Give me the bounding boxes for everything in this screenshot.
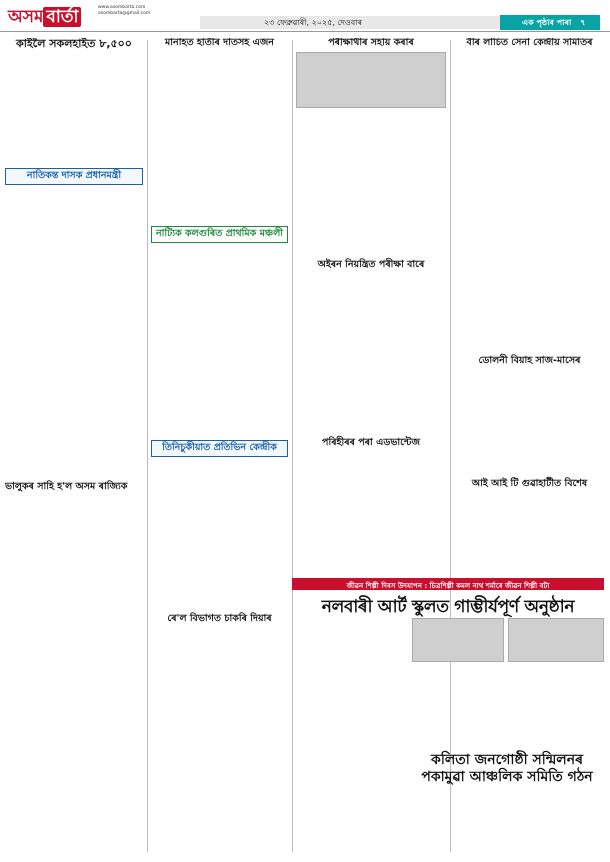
article [151, 614, 288, 853]
article [151, 226, 288, 436]
article [5, 482, 143, 853]
headline: ডোলনী বিয়াহ সাজ-মাসেৰ [478, 354, 581, 366]
article [151, 38, 288, 222]
article-body [296, 621, 408, 851]
headline: তিনিচুকীয়াত প্ৰতিভিন কেন্দ্ৰীক [151, 440, 288, 457]
column-divider [147, 40, 148, 852]
article-body [5, 495, 143, 853]
article-body [412, 665, 504, 745]
article [5, 38, 143, 164]
column-2 [151, 38, 288, 853]
feature-column-3 [508, 618, 604, 748]
headline: আই আই টি গুৱাহাটীত বিশেষ [471, 477, 588, 489]
headline: নাতিকন্ত দাসক প্ৰধানমন্ত্ৰী [5, 168, 143, 185]
article-body [151, 628, 288, 853]
feature-strip: জীৱন শিল্পী দিবস উদযাপন : চিত্ৰশিল্পী কমল নাথ শৰ্মাৰে জীৱন শিল্পী বটা [292, 578, 604, 590]
email-text: asombarta@gmail.com [98, 11, 151, 16]
headline: মানাহত হাতীৰ দাঁতসহ এজন [165, 38, 274, 48]
article [296, 38, 446, 256]
article [454, 38, 605, 352]
article-body [454, 370, 605, 475]
site-info [98, 5, 150, 17]
article [296, 438, 446, 573]
article-body [296, 452, 446, 573]
article-body [454, 493, 605, 573]
article [296, 260, 446, 434]
website-text: www.asombarta.com [98, 5, 146, 10]
feature-column-2 [412, 618, 504, 748]
sub-feature-body [412, 790, 604, 854]
article-body [5, 188, 143, 478]
article-body [412, 793, 604, 853]
headline: ভালুকৰ সাহি হ'ল অসম ৰাজ্যিক [5, 480, 128, 492]
article-body [151, 52, 288, 222]
article [454, 356, 605, 475]
section-label: এক পৃষ্ঠাৰ পাৰা ৭ [500, 15, 600, 30]
column-3 [296, 38, 446, 573]
feature-column-1 [296, 618, 408, 854]
news-photo [296, 52, 446, 108]
feature-photo [412, 618, 504, 662]
article-body [454, 52, 605, 352]
article-body [151, 246, 288, 436]
article-body [508, 665, 604, 745]
article-body [296, 111, 446, 256]
issue-date: ২৩ ফেব্ৰুৱাৰী, ২০২৫, দেওবাৰ [264, 18, 363, 27]
feature-photo [508, 618, 604, 662]
masthead [0, 0, 610, 32]
article [454, 479, 605, 573]
article-body [151, 460, 288, 610]
article [151, 440, 288, 610]
article [5, 168, 143, 478]
headline: ৰে'ল বিভাগত চাকৰি দিয়াৰ [167, 612, 272, 624]
column-4 [454, 38, 605, 573]
article-body [5, 54, 143, 164]
column-1 [5, 38, 143, 853]
newspaper-logo: অসম বাৰ্তা [8, 4, 81, 32]
headline: অইৰন নিয়ন্ত্ৰিত পৰীক্ষা বাৰে [317, 258, 425, 270]
page-number: ৭ [580, 18, 586, 27]
headline: পৰিহীৰৰ পৰা এডভান্টেজ [322, 436, 420, 448]
sub-feature-headline: কলিতা জনগোষ্ঠী সন্মিলনৰ পকামুৱা আঞ্চলিক সমিতি গঠন [421, 752, 593, 785]
headline: নাট্যিক কলগুৰিত প্ৰাথমিক মঞ্চলী [151, 226, 288, 243]
headline: বীৰ লাচিত সেনা কেন্দ্ৰীয় সমিতিৰ [466, 38, 593, 48]
feature-headline: নলবাৰী আৰ্ট স্কুলত গাম্ভীৰ্যপূৰ্ণ অনুষ্ঠান [321, 597, 575, 617]
headline: পৰীক্ষাথীৰ সহায় কৰাৰ [328, 38, 414, 48]
headline: কাইলৈ সকলহাইত ৮,৫০০ [16, 38, 132, 50]
article-body [296, 274, 446, 434]
column-divider [292, 40, 293, 852]
